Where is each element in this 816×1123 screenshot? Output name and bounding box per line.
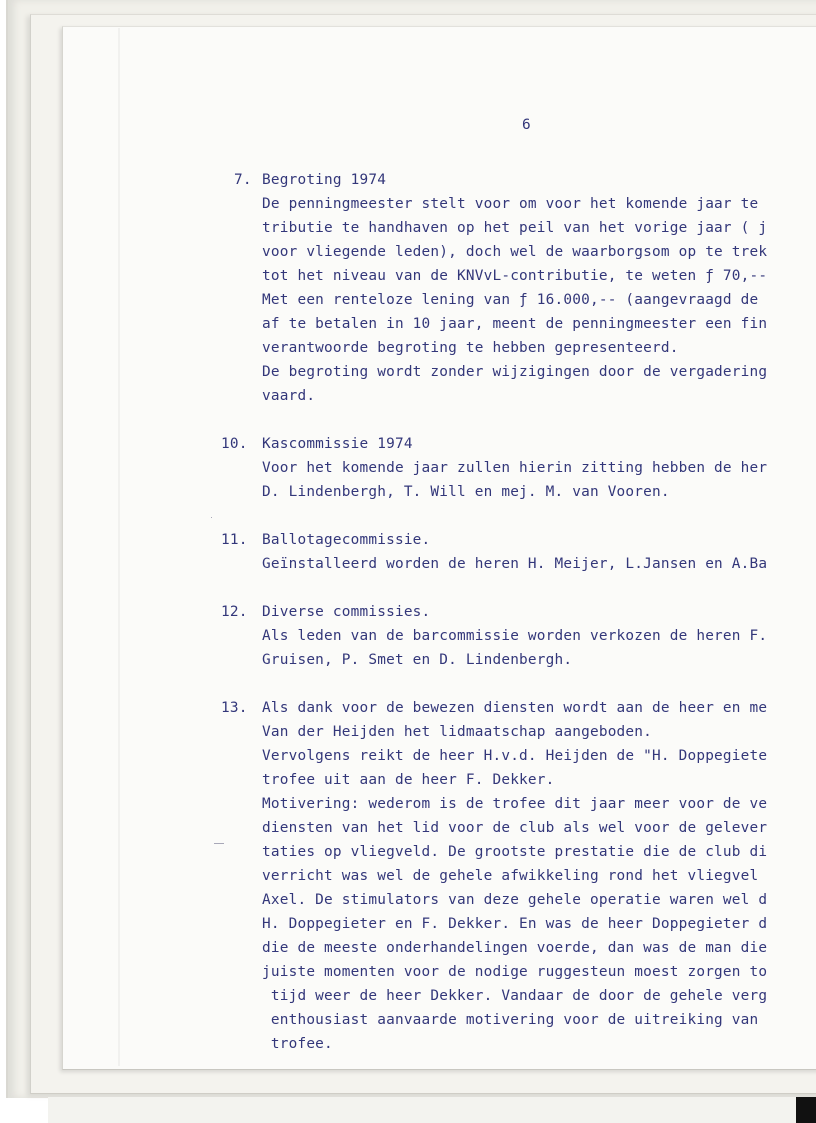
item-number: 12. bbox=[221, 604, 248, 620]
item-heading: Begroting 1974 bbox=[262, 172, 387, 188]
body-line: Als leden van de barcommissie worden verkozen de heren F. bbox=[262, 628, 768, 644]
scanner-background-corner bbox=[796, 1097, 816, 1123]
item-number: 10. bbox=[221, 436, 248, 452]
page-number: 6 bbox=[522, 117, 531, 133]
body-line: Motivering: wederom is de trofee dit jaar meer voor de ve bbox=[262, 796, 768, 812]
body-line: Voor het komende jaar zullen hierin zitting hebben de her bbox=[262, 460, 768, 476]
body-line: De penningmeester stelt voor om voor het komende jaar te bbox=[262, 196, 759, 212]
item-number: 13. bbox=[221, 700, 248, 716]
item-number: 7. bbox=[234, 172, 252, 188]
body-line: voor vliegende leden), doch wel de waarborgsom op te trek bbox=[262, 244, 768, 260]
bottom-paper-edge bbox=[48, 1097, 816, 1123]
body-line: Axel. De stimulators van deze gehele operatie waren wel d bbox=[262, 892, 768, 908]
paper-speck bbox=[211, 517, 212, 518]
paper-edge-shadow bbox=[118, 28, 120, 1066]
body-line: Met een renteloze lening van ƒ 16.000,-- (aangevraagd de bbox=[262, 292, 759, 308]
body-line: juiste momenten voor de nodige ruggesteun moest zorgen to bbox=[262, 964, 768, 980]
body-line: Vervolgens reikt de heer H.v.d. Heijden de "H. Doppegiete bbox=[262, 748, 768, 764]
item-heading: Ballotagecommissie. bbox=[262, 532, 431, 548]
body-line: taties op vliegveld. De grootste prestatie die de club di bbox=[262, 844, 768, 860]
body-line: trofee. bbox=[262, 1036, 333, 1052]
item-heading: Kascommissie 1974 bbox=[262, 436, 413, 452]
item-heading: Als dank voor de bewezen diensten wordt aan de heer en me bbox=[262, 700, 768, 716]
body-line: De begroting wordt zonder wijzigingen door de vergadering bbox=[262, 364, 768, 380]
body-line: Geïnstalleerd worden de heren H. Meijer, L.Jansen en A.Ba bbox=[262, 556, 768, 572]
body-line: verricht was wel de gehele afwikkeling rond het vliegvel bbox=[262, 868, 759, 884]
body-line: enthousiast aanvaarde motivering voor de uitreiking van bbox=[262, 1012, 759, 1028]
front-sheet bbox=[62, 26, 816, 1070]
body-line: Gruisen, P. Smet en D. Lindenbergh. bbox=[262, 652, 573, 668]
body-line: tributie te handhaven op het peil van het vorige jaar ( j bbox=[262, 220, 768, 236]
body-line: vaard. bbox=[262, 388, 316, 404]
body-line: D. Lindenbergh, T. Will en mej. M. van Vooren. bbox=[262, 484, 670, 500]
body-line: Van der Heijden het lidmaatschap aangeboden. bbox=[262, 724, 653, 740]
item-heading: Diverse commissies. bbox=[262, 604, 431, 620]
body-line: tijd weer de heer Dekker. Vandaar de door de gehele verg bbox=[262, 988, 768, 1004]
body-line: die de meeste onderhandelingen voerde, dan was de man die bbox=[262, 940, 768, 956]
paper-speck bbox=[214, 843, 224, 844]
body-line: af te betalen in 10 jaar, meent de penningmeester een fin bbox=[262, 316, 768, 332]
body-line: H. Doppegieter en F. Dekker. En was de heer Doppegieter d bbox=[262, 916, 768, 932]
body-line: verantwoorde begroting te hebben gepresenteerd. bbox=[262, 340, 679, 356]
body-line: diensten van het lid voor de club als wel voor de gelever bbox=[262, 820, 768, 836]
item-number: 11. bbox=[221, 532, 248, 548]
body-line: trofee uit aan de heer F. Dekker. bbox=[262, 772, 555, 788]
body-line: tot het niveau van de KNVvL-contributie, te weten ƒ 70,-- bbox=[262, 268, 768, 284]
